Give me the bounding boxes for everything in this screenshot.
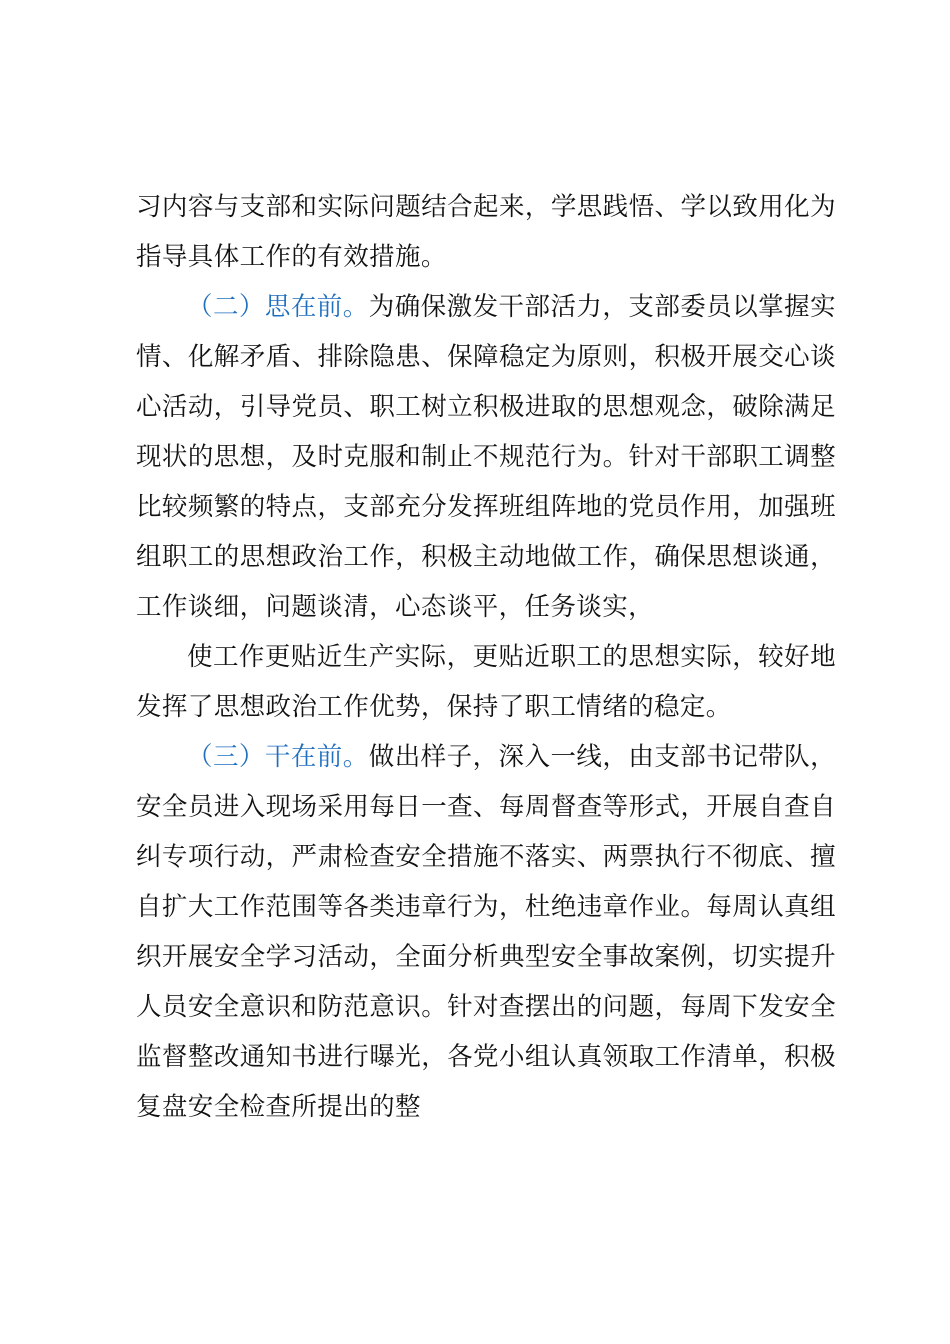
- paragraph-continuation: [136, 182, 836, 282]
- paragraph-text: 做出样子，深入一线，由支部书记带队，安全员进入现场采用每日一查、每周督查等形式，开展自查自纠专项行动，严肃检查安全措施不落实、两票执行不彻底、擅自扩大工作范围等各类违章行为，杜绝违章作业。每周认真组织开展安全学习活动，全面分析典型安全事故案例，切实提升人员安全意识和防范意识。针对查摆出的问题，每周下发安全监督整改通知书进行曝光，各党小组认真领取工作清单，积极复盘安全检查所提出的整: [136, 742, 836, 1122]
- paragraph-section-3: [136, 732, 836, 1132]
- section-heading-2: （二）思在前。: [187, 292, 369, 322]
- paragraph-follow-up: [136, 632, 836, 732]
- body-text: [136, 182, 836, 1132]
- paragraph-section-2: [136, 282, 836, 632]
- section-heading-3: （三）干在前。: [187, 742, 369, 772]
- paragraph-text: 为确保激发干部活力，支部委员以掌握实情、化解矛盾、排除隐患、保障稳定为原则，积极开展交心谈心活动，引导党员、职工树立积极进取的思想观念，破除满足现状的思想，及时克服和制止不规范行为。针对干部职工调整比较频繁的特点，支部充分发挥班组阵地的党员作用，加强班组职工的思想政治工作，积极主动地做工作，确保思想谈通，工作谈细，问题谈清，心态谈平，任务谈实，: [136, 292, 836, 622]
- paragraph-text: 使工作更贴近生产实际，更贴近职工的思想实际，较好地发挥了思想政治工作优势，保持了职工情绪的稳定。: [136, 642, 836, 722]
- paragraph-text: 习内容与支部和实际问题结合起来，学思践悟、学以致用化为指导具体工作的有效措施。: [136, 192, 836, 272]
